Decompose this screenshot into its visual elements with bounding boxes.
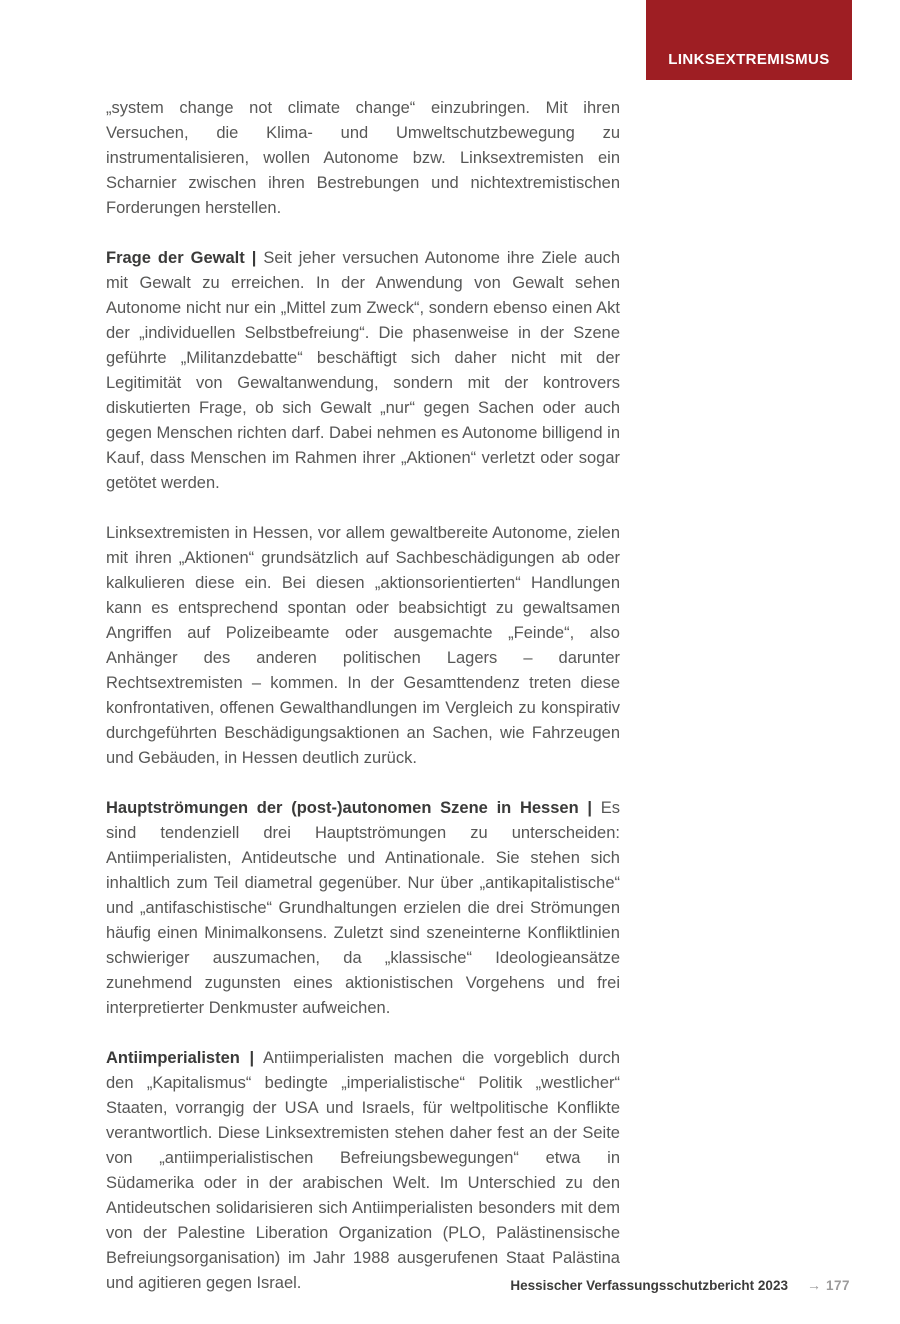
paragraph <box>106 96 620 221</box>
paragraph-lead: Antiimperialisten | <box>106 1049 255 1067</box>
paragraph <box>106 1046 620 1296</box>
arrow-icon: → <box>806 1277 821 1293</box>
paragraph-lead: Frage der Gewalt | <box>106 249 257 267</box>
paragraph-text: Linksextremisten in Hessen, vor allem gewaltbereite Autonome, zielen mit ihren „Aktionen“ grundsätzlich auf Sachbeschädigungen ab oder kalkulieren diese ein. Bei diesen „aktionsorientierten“ Handlungen kann es entsprechend spontan oder beabsichtigt zu gewaltsamen Angriffen auf Polizeibeamte oder ausgemachte „Feinde“, also Anhänger des anderen politischen Lagers – darunter Rechtsextremisten – kommen. In der Gesamttendenz treten diese konfrontativen, offenen Gewalthandlungen im Vergleich zu konspirativ durchgeführten Beschädigungsaktionen an Sachen, wie Fahrzeugen und Gebäuden, in Hessen deutlich zurück. <box>106 524 620 767</box>
chapter-badge-label: LINKSEXTREMISMUS <box>668 51 830 68</box>
paragraph-text: Antiimperialisten machen die vorgeblich durch den „Kapitalismus“ bedingte „imperialistische“ Politik „westlicher“ Staaten, vorrangig der USA und Israels, für weltpolitische Konflikte verantwortlich. Diese Linksextremisten stehen daher fest an der Seite von „antiimperialistischen Befreiungsbewegungen“ etwa in Südamerika oder in der arabischen Welt. Im Unterschied zu den Antideutschen solidarisieren sich Antiimperialisten besonders mit dem von der Palestine Liberation Organization (PLO, Palästinensische Befreiungsorganisation) im Jahr 1988 ausgerufenen Staat Palästina und agitieren gegen Israel. <box>106 1049 620 1292</box>
paragraph <box>106 796 620 1021</box>
page-footer <box>510 1277 850 1293</box>
body-text <box>106 96 620 1296</box>
chapter-badge <box>646 0 852 80</box>
paragraph <box>106 521 620 771</box>
paragraph-text: Seit jeher versuchen Autonome ihre Ziele auch mit Gewalt zu erreichen. In der Anwendung von Gewalt sehen Autonome nicht nur ein „Mittel zum Zweck“, sondern ebenso einen Akt der „individuellen Selbstbefreiung“. Die phasenweise in der Szene geführte „Militanzdebatte“ beschäftigt sich daher nicht mit der Legitimität von Gewaltanwendung, sondern mit der kontrovers diskutierten Frage, ob sich Gewalt „nur“ gegen Sachen oder auch gegen Menschen richten darf. Dabei nehmen es Autonome billigend in Kauf, dass Menschen im Rahmen ihrer „Aktionen“ verletzt oder sogar getötet werden. <box>106 249 620 492</box>
footer-report-title: Hessischer Verfassungsschutzbericht 2023 <box>510 1278 788 1293</box>
paragraph-text: Es sind tendenziell drei Hauptströmungen zu unterscheiden: Antiimperialisten, Antideutsche und Antinationale. Sie stehen sich inhaltlich zum Teil diametral gegenüber. Nur über „antikapitalistische“ und „antifaschistische“ Grundhaltungen erzielen die drei Strömungen häufig einen Minimalkonsens. Zuletzt sind szeneinterne Konfliktlinien schwieriger auszumachen, da „klassische“ Ideologieansätze zunehmend zugunsten eines aktionistischen Vorgehens und frei interpretierter Denkmuster aufweichen. <box>106 799 620 1017</box>
paragraph-lead: Hauptströmungen der (post-)autonomen Szene in Hessen | <box>106 799 592 817</box>
paragraph-text: „system change not climate change“ einzubringen. Mit ihren Versuchen, die Klima- und Umweltschutzbewegung zu instrumentalisieren, wollen Autonome bzw. Linksextremisten ein Scharnier zwischen ihren Bestrebungen und nichtextremistischen Forderungen herstellen. <box>106 99 620 217</box>
paragraph <box>106 246 620 496</box>
footer-page-number: 177 <box>825 1278 850 1293</box>
